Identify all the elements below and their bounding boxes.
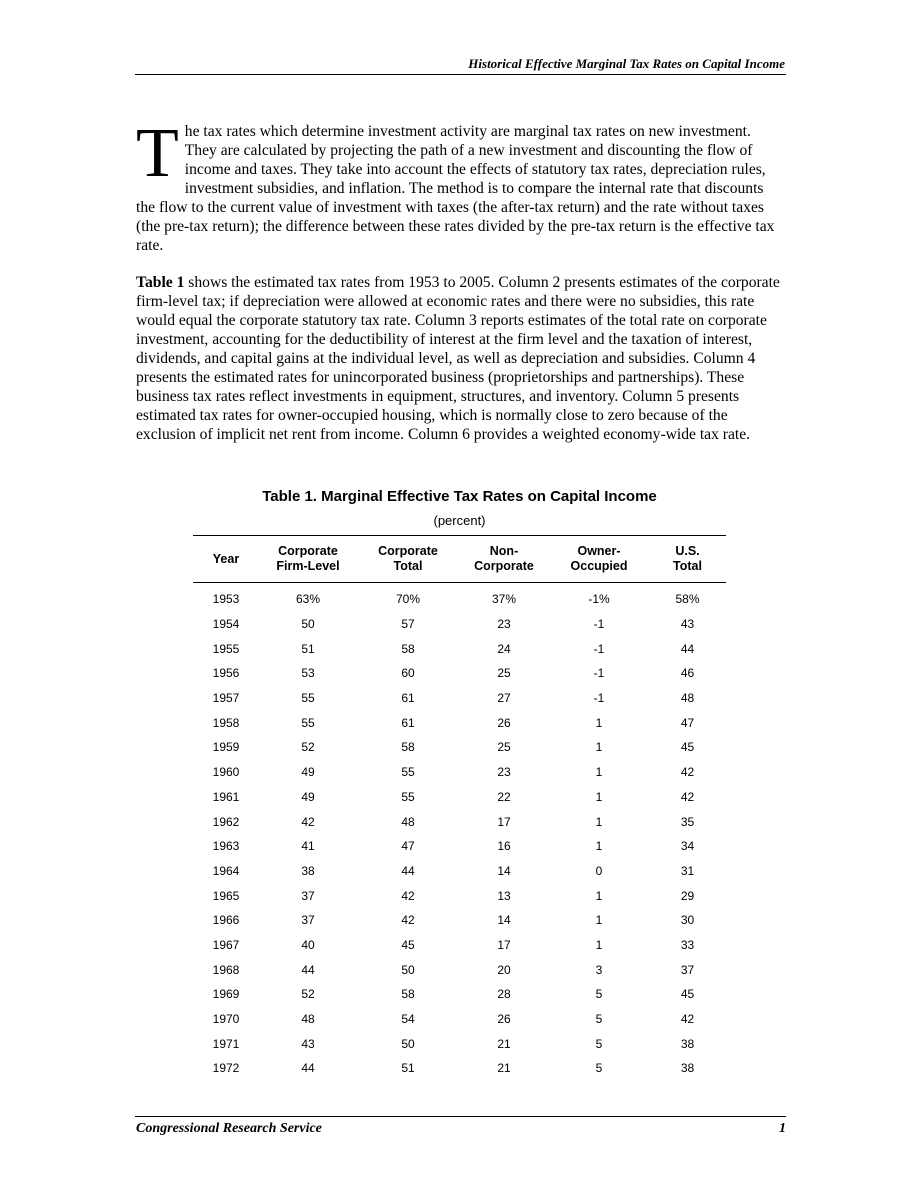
table-cell: 43 bbox=[680, 617, 695, 632]
intro-text: he tax rates which determine investment activity are marginal tax rates on new investment. They are calculated by projecting the path of a new investment and discounting the flow of income and taxes. They take into account the effects of statutory tax rates, depreciation rules, investment subsidies, and inflation. The method is to compare the internal rate that discounts the flow to the current value of investment with taxes (the after-tax return) and the rate without taxes (the pre-tax return); the difference between these rates divided by the pre-tax return is the effective tax rate. bbox=[136, 123, 775, 254]
table-row bbox=[193, 908, 726, 933]
table-cell: 1 bbox=[595, 789, 603, 804]
table-cell: 43 bbox=[301, 1036, 315, 1051]
drop-cap: T bbox=[136, 115, 179, 192]
table-cell: 1 bbox=[595, 715, 603, 730]
header-corporate-firm-level: Corporate Firm-Level bbox=[259, 536, 357, 583]
table-cell: 1957 bbox=[212, 691, 240, 706]
table-row bbox=[193, 834, 726, 859]
table-cell: 24 bbox=[497, 641, 511, 656]
table-cell: 1968 bbox=[212, 962, 240, 977]
table-cell: 16 bbox=[497, 839, 511, 854]
table-cell: 38 bbox=[301, 863, 315, 878]
table-cell: 37 bbox=[301, 888, 315, 903]
table-cell: 5 bbox=[595, 987, 603, 1002]
page-number: 1 bbox=[779, 1121, 786, 1136]
table-cell: 1 bbox=[595, 740, 603, 755]
table-cell: 47 bbox=[680, 715, 695, 730]
header-corporate-total: Corporate Total bbox=[357, 536, 459, 583]
table-row bbox=[193, 883, 726, 908]
table-cell: 17 bbox=[497, 937, 511, 952]
header-owner-occupied: Owner- Occupied bbox=[549, 536, 649, 583]
table-row bbox=[193, 785, 726, 810]
table-row bbox=[193, 1031, 726, 1056]
table-cell: 1965 bbox=[212, 888, 240, 903]
table-cell: 46 bbox=[680, 666, 695, 681]
table-row bbox=[193, 933, 726, 958]
table-row bbox=[193, 735, 726, 760]
table-cell: 52 bbox=[301, 987, 315, 1002]
table-cell: 21 bbox=[497, 1061, 511, 1076]
table-cell: 1960 bbox=[212, 765, 240, 780]
table-cell: 45 bbox=[401, 937, 415, 952]
table-reference: Table 1 bbox=[136, 274, 185, 291]
table-cell: 35 bbox=[680, 814, 695, 829]
table-cell: 41 bbox=[301, 839, 315, 854]
table-row bbox=[193, 612, 726, 637]
table-cell: 27 bbox=[497, 691, 511, 706]
table-cell: 47 bbox=[401, 839, 415, 854]
table-cell: 37 bbox=[301, 913, 315, 928]
running-header-title: Historical Effective Marginal Tax Rates on Capital Income bbox=[468, 56, 785, 71]
table-cell: 1 bbox=[595, 888, 603, 903]
table-cell: 0 bbox=[595, 863, 603, 878]
table-row bbox=[193, 686, 726, 711]
table-description-paragraph bbox=[136, 273, 786, 444]
table-cell: 1958 bbox=[212, 715, 240, 730]
table-cell: 1 bbox=[595, 913, 603, 928]
table-cell: 1966 bbox=[212, 913, 240, 928]
table-cell: -1 bbox=[593, 666, 605, 681]
table-subtitle: (percent) bbox=[433, 513, 486, 528]
table-cell: 58 bbox=[401, 987, 415, 1002]
table-row bbox=[193, 982, 726, 1007]
table-cell: 50 bbox=[401, 1036, 415, 1051]
table-cell: 38 bbox=[680, 1036, 695, 1051]
table-cell: -1 bbox=[593, 641, 605, 656]
table-cell: 48 bbox=[401, 814, 415, 829]
table-cell: 42 bbox=[401, 888, 415, 903]
table-cell: 58% bbox=[675, 592, 700, 607]
table-cell: -1% bbox=[588, 592, 610, 607]
table-cell: 37 bbox=[680, 962, 695, 977]
table-cell: 1967 bbox=[212, 937, 240, 952]
table-cell: 1 bbox=[595, 765, 603, 780]
table-cell: 55 bbox=[401, 765, 415, 780]
table-cell: 48 bbox=[301, 1012, 315, 1027]
table-cell: 1961 bbox=[212, 789, 240, 804]
table-row bbox=[193, 583, 726, 612]
table-cell: 1964 bbox=[212, 863, 240, 878]
table-cell: 70% bbox=[395, 592, 421, 607]
table-cell: -1 bbox=[593, 617, 605, 632]
table-cell: 1 bbox=[595, 839, 603, 854]
table-cell: 45 bbox=[680, 987, 695, 1002]
table-cell: 1953 bbox=[212, 592, 240, 607]
table-cell: 1962 bbox=[212, 814, 240, 829]
table-cell: 25 bbox=[497, 740, 511, 755]
table-cell: 33 bbox=[680, 937, 695, 952]
table-cell: 23 bbox=[497, 617, 511, 632]
table-cell: 31 bbox=[680, 863, 695, 878]
table-body bbox=[193, 583, 726, 1081]
table-cell: 44 bbox=[301, 1061, 315, 1076]
table-cell: 51 bbox=[401, 1061, 415, 1076]
table-cell: 48 bbox=[680, 691, 695, 706]
table-cell: 21 bbox=[497, 1036, 511, 1051]
table-row bbox=[193, 760, 726, 785]
intro-paragraph bbox=[136, 115, 786, 255]
tax-rates-table bbox=[193, 535, 726, 1081]
table-cell: 1959 bbox=[212, 740, 240, 755]
table-cell: 22 bbox=[497, 789, 511, 804]
table-cell: 1954 bbox=[212, 617, 240, 632]
table-cell: 13 bbox=[497, 888, 511, 903]
table-cell: 63% bbox=[295, 592, 321, 607]
table-description-text: shows the estimated tax rates from 1953 to 2005. Column 2 presents estimates of the corporate firm-level tax; if depreciation were allowed at economic rates and there were no subsidies, this rate would equal the corporate statutory tax rate. Column 3 reports estimates of the total rate on corporate investment, accounting for the deductibility of interest at the firm level and the taxation of interest, dividends, and capital gains at the individual level, as well as depreciation and subsidies. Column 4 presents the estimated rates for unincorporated business (proprietorships and partnerships). These business tax rates reflect investments in equipment, structures, and inventory. Column 5 presents estimated tax rates for owner-occupied housing, which is normally close to zero because of the exclusion of implicit net rent from income. Column 6 provides a weighted economy-wide tax rate. bbox=[136, 274, 780, 443]
table-cell: 45 bbox=[680, 740, 695, 755]
table-row bbox=[193, 636, 726, 661]
table-cell: 28 bbox=[497, 987, 511, 1002]
table-cell: 42 bbox=[401, 913, 415, 928]
table-cell: 50 bbox=[401, 962, 415, 977]
table-cell: 3 bbox=[595, 962, 603, 977]
table-cell: 1 bbox=[595, 814, 603, 829]
table-cell: 57 bbox=[401, 617, 415, 632]
table-row bbox=[193, 859, 726, 884]
table-row bbox=[193, 1007, 726, 1032]
table-cell: 51 bbox=[301, 641, 315, 656]
table-cell: 29 bbox=[680, 888, 695, 903]
table-cell: 44 bbox=[401, 863, 415, 878]
table-cell: 1971 bbox=[212, 1036, 240, 1051]
table-cell: 61 bbox=[401, 691, 415, 706]
table-cell: 49 bbox=[301, 789, 315, 804]
table-cell: 55 bbox=[301, 691, 315, 706]
table-cell: 55 bbox=[301, 715, 315, 730]
table-cell: 5 bbox=[595, 1036, 603, 1051]
table-row bbox=[193, 661, 726, 686]
table-cell: 1955 bbox=[212, 641, 240, 656]
table-cell: 61 bbox=[401, 715, 415, 730]
table-cell: 26 bbox=[497, 715, 511, 730]
table-cell: 20 bbox=[497, 962, 511, 977]
table-cell: 25 bbox=[497, 666, 511, 681]
header-rule bbox=[135, 74, 786, 75]
table-row bbox=[193, 1056, 726, 1081]
header-non-corporate: Non- Corporate bbox=[459, 536, 549, 583]
header-year: Year bbox=[193, 536, 259, 583]
table-cell: 1 bbox=[595, 937, 603, 952]
table-cell: 5 bbox=[595, 1012, 603, 1027]
table-cell: 49 bbox=[301, 765, 315, 780]
table-cell: 52 bbox=[301, 740, 315, 755]
table-cell: 34 bbox=[680, 839, 695, 854]
table-cell: 14 bbox=[497, 863, 511, 878]
table-row bbox=[193, 957, 726, 982]
table-cell: 42 bbox=[680, 1012, 695, 1027]
footer-rule bbox=[135, 1116, 786, 1117]
table-cell: 40 bbox=[301, 937, 315, 952]
table-cell: 42 bbox=[680, 765, 695, 780]
table-cell: 1969 bbox=[212, 987, 240, 1002]
table-title: Table 1. Marginal Effective Tax Rates on Capital Income bbox=[262, 488, 657, 505]
table-cell: 1972 bbox=[212, 1061, 240, 1076]
table-cell: 58 bbox=[401, 740, 415, 755]
table-cell: 53 bbox=[301, 666, 315, 681]
table-cell: 23 bbox=[497, 765, 511, 780]
table-cell: 1970 bbox=[212, 1012, 240, 1027]
table-cell: -1 bbox=[593, 691, 605, 706]
table-cell: 54 bbox=[401, 1012, 415, 1027]
table-cell: 42 bbox=[680, 789, 695, 804]
table-cell: 44 bbox=[301, 962, 315, 977]
table-cell: 50 bbox=[301, 617, 315, 632]
table-cell: 60 bbox=[401, 666, 415, 681]
table-cell: 1956 bbox=[212, 666, 240, 681]
table-cell: 58 bbox=[401, 641, 415, 656]
table-cell: 42 bbox=[301, 814, 315, 829]
table-cell: 37% bbox=[491, 592, 517, 607]
table-cell: 14 bbox=[497, 913, 511, 928]
table-cell: 26 bbox=[497, 1012, 511, 1027]
table-cell: 30 bbox=[680, 913, 695, 928]
table-cell: 44 bbox=[680, 641, 695, 656]
table-cell: 38 bbox=[680, 1061, 695, 1076]
table-cell: 17 bbox=[497, 814, 511, 829]
table-row bbox=[193, 710, 726, 735]
footer-source: Congressional Research Service bbox=[136, 1121, 322, 1136]
table-header-row bbox=[193, 536, 726, 583]
table-cell: 1963 bbox=[212, 839, 240, 854]
table-row bbox=[193, 809, 726, 834]
table-cell: 5 bbox=[595, 1061, 603, 1076]
table-cell: 55 bbox=[401, 789, 415, 804]
header-us-total: U.S. Total bbox=[649, 536, 726, 583]
